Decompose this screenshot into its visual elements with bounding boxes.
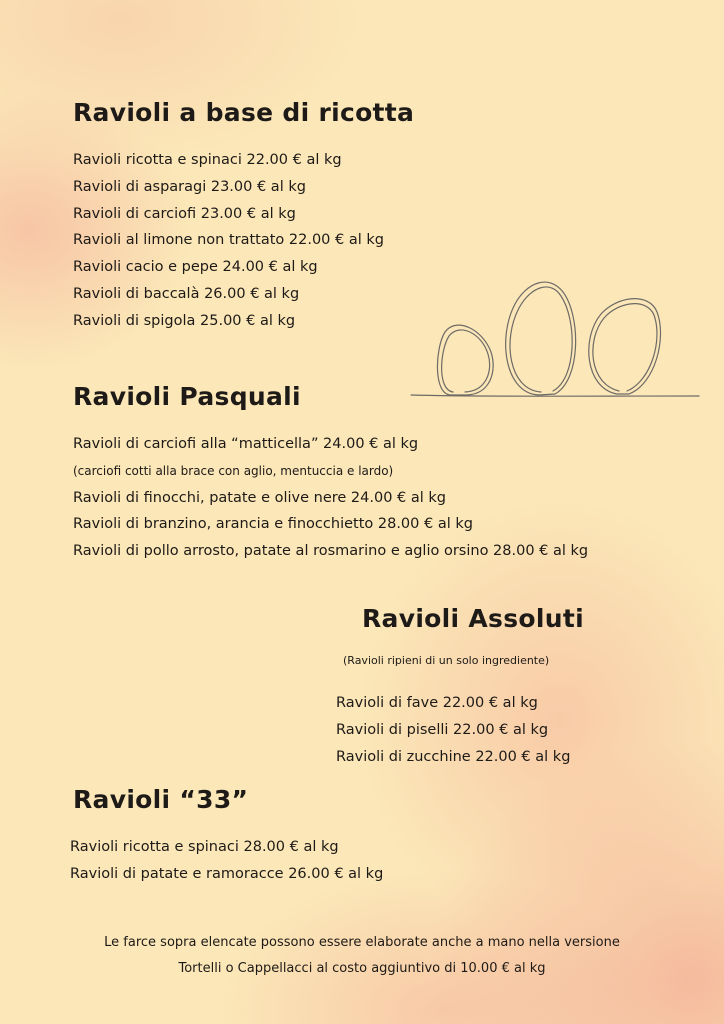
egg-left-outline [437, 325, 493, 395]
list-item: Ravioli di spigola 25.00 € al kg [73, 312, 296, 329]
easter-eggs-illustration [405, 268, 705, 402]
section-assoluti-title: Ravioli Assoluti [362, 604, 584, 633]
section-33-list [70, 834, 383, 888]
footer-line-1: Le farce sopra elencate possono essere elaborate anche a mano nella versione [104, 935, 620, 950]
section-assoluti-subtitle: (Ravioli ripieni di un solo ingrediente) [343, 654, 550, 667]
section-ricotta-list [73, 147, 384, 335]
list-item: Ravioli di zucchine 22.00 € al kg [336, 748, 571, 765]
section-pasquali-list [73, 431, 588, 565]
list-item: Ravioli di carciofi alla “matticella” 24.00 € al kg [73, 436, 419, 452]
section-assoluti-list [336, 690, 570, 770]
list-item: Ravioli di baccalà 26.00 € al kg [73, 285, 300, 302]
section-pasquali-title: Ravioli Pasquali [73, 382, 301, 411]
list-item: Ravioli di carciofi 23.00 € al kg [73, 205, 296, 222]
list-item: Ravioli ricotta e spinaci 28.00 € al kg [70, 839, 339, 855]
list-item: Ravioli di pollo arrosto, patate al rosmarino e aglio orsino 28.00 € al kg [73, 543, 589, 560]
list-item: Ravioli di piselli 22.00 € al kg [336, 721, 549, 738]
egg-right-outline [589, 299, 661, 394]
footer-note [40, 930, 684, 982]
list-item: Ravioli cacio e pepe 24.00 € al kg [73, 259, 318, 276]
list-item-note: (carciofi cotti alla brace con aglio, mentuccia e lardo) [73, 463, 394, 478]
list-item: Ravioli di finocchi, patate e olive nere 24.00 € al kg [73, 489, 447, 506]
list-item: Ravioli di fave 22.00 € al kg [336, 695, 538, 711]
ground-line [411, 395, 699, 396]
section-ricotta-title: Ravioli a base di ricotta [73, 98, 415, 127]
list-item: Ravioli al limone non trattato 22.00 € al kg [73, 232, 384, 249]
list-item: Ravioli ricotta e spinaci 22.00 € al kg [73, 152, 342, 168]
footer-line-2: Tortelli o Cappellacci al costo aggiuntivo di 10.00 € al kg [178, 961, 546, 976]
egg-middle-outline-inner [510, 287, 572, 392]
egg-left-outline-inner [442, 330, 490, 392]
list-item: Ravioli di patate e ramoracce 26.00 € al kg [70, 865, 384, 882]
list-item: Ravioli di branzino, arancia e finocchietto 28.00 € al kg [73, 516, 473, 533]
list-item: Ravioli di asparagi 23.00 € al kg [73, 178, 306, 195]
section-33-title: Ravioli “33” [73, 785, 249, 814]
